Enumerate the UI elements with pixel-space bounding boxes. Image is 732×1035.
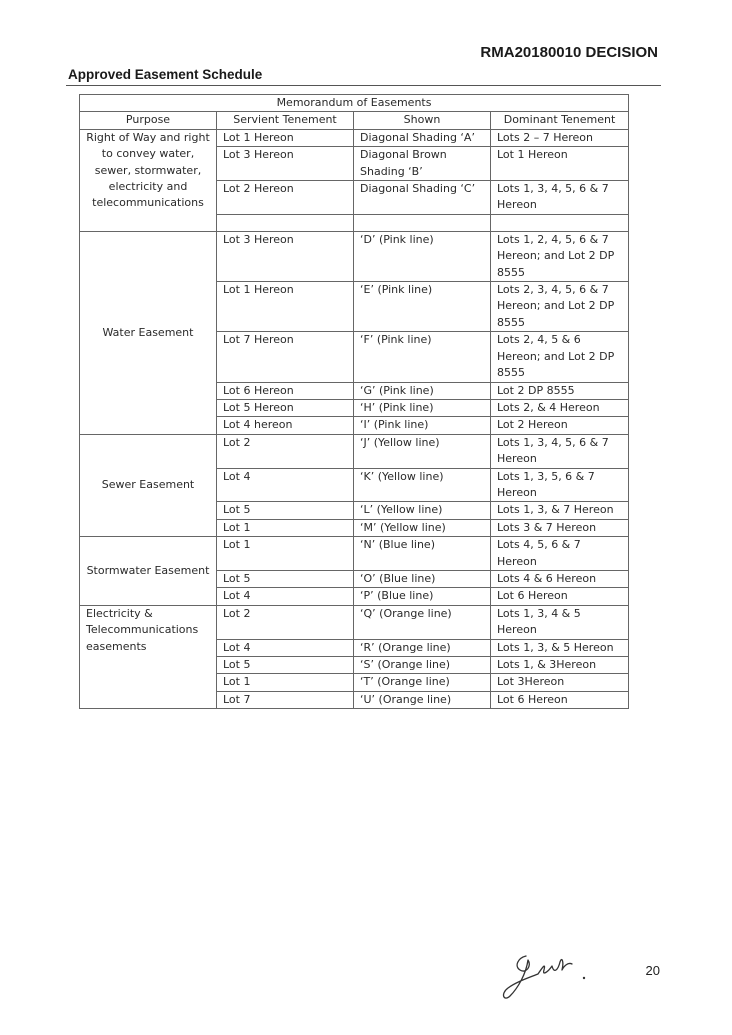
- column-header-purpose: Purpose: [80, 112, 217, 129]
- purpose-sewer-easement: Sewer Easement: [80, 434, 217, 536]
- servient-cell: Lot 1: [217, 519, 354, 536]
- shown-cell: ‘O’ (Blue line): [354, 570, 491, 587]
- table-row: [80, 231, 629, 281]
- shown-cell: ‘J’ (Yellow line): [354, 434, 491, 468]
- shown-cell: ‘G’ (Pink line): [354, 382, 491, 399]
- column-header-servient: Servient Tenement: [217, 112, 354, 129]
- servient-cell: Lot 4: [217, 468, 354, 502]
- dominant-cell: Lot 1 Hereon: [491, 147, 629, 181]
- empty-cell: [354, 214, 491, 231]
- dominant-cell: Lots 1, & 3Hereon: [491, 657, 629, 674]
- dominant-cell: Lots 1, 3, 5, 6 & 7 Hereon: [491, 468, 629, 502]
- shown-cell: Diagonal Shading ‘A’: [354, 129, 491, 146]
- dominant-cell: Lot 6 Hereon: [491, 588, 629, 605]
- dominant-cell: Lot 6 Hereon: [491, 691, 629, 708]
- shown-cell: ‘Q’ (Orange line): [354, 605, 491, 639]
- dominant-cell: Lots 1, 3, 4, 5, 6 & 7 Hereon: [491, 434, 629, 468]
- shown-cell: ‘N’ (Blue line): [354, 537, 491, 571]
- dominant-cell: Lots 1, 2, 4, 5, 6 & 7 Hereon; and Lot 2 DP 8555: [491, 231, 629, 281]
- shown-cell: ‘S’ (Orange line): [354, 657, 491, 674]
- column-header-dominant: Dominant Tenement: [491, 112, 629, 129]
- servient-cell: Lot 4 hereon: [217, 417, 354, 434]
- purpose-right-of-way: Right of Way and right to convey water, sewer, stormwater, electricity and telecommunications: [80, 129, 217, 231]
- page-number: 20: [645, 963, 660, 978]
- servient-cell: Lot 7 Hereon: [217, 332, 354, 382]
- shown-cell: ‘M’ (Yellow line): [354, 519, 491, 536]
- dominant-cell: Lots 1, 3, & 7 Hereon: [491, 502, 629, 519]
- shown-cell: ‘T’ (Orange line): [354, 674, 491, 691]
- table-row: [80, 537, 629, 571]
- table-title: Memorandum of Easements: [80, 95, 629, 112]
- servient-cell: Lot 2: [217, 434, 354, 468]
- shown-cell: ‘F’ (Pink line): [354, 332, 491, 382]
- servient-cell: Lot 5: [217, 502, 354, 519]
- dominant-cell: Lots 1, 3, 4, 5, 6 & 7 Hereon: [491, 181, 629, 215]
- dominant-cell: Lots 1, 3, 4 & 5 Hereon: [491, 605, 629, 639]
- servient-cell: Lot 1 Hereon: [217, 282, 354, 332]
- shown-cell: ‘I’ (Pink line): [354, 417, 491, 434]
- servient-cell: Lot 5: [217, 570, 354, 587]
- shown-cell: ‘K’ (Yellow line): [354, 468, 491, 502]
- shown-cell: ‘D’ (Pink line): [354, 231, 491, 281]
- dominant-cell: Lots 2, 4, 5 & 6 Hereon; and Lot 2 DP 8555: [491, 332, 629, 382]
- dominant-cell: Lots 4 & 6 Hereon: [491, 570, 629, 587]
- easement-table: [79, 94, 629, 709]
- servient-cell: Lot 3 Hereon: [217, 231, 354, 281]
- servient-cell: Lot 2: [217, 605, 354, 639]
- shown-cell: ‘L’ (Yellow line): [354, 502, 491, 519]
- empty-cell: [217, 214, 354, 231]
- purpose-stormwater-easement: Stormwater Easement: [80, 537, 217, 606]
- servient-cell: Lot 4: [217, 639, 354, 656]
- servient-cell: Lot 4: [217, 588, 354, 605]
- dominant-cell: Lot 2 Hereon: [491, 417, 629, 434]
- shown-cell: ‘P’ (Blue line): [354, 588, 491, 605]
- table-row: [80, 434, 629, 468]
- shown-cell: ‘E’ (Pink line): [354, 282, 491, 332]
- handwritten-signature: [498, 944, 598, 1004]
- dominant-cell: Lot 2 DP 8555: [491, 382, 629, 399]
- shown-cell: Diagonal Brown Shading ‘B’: [354, 147, 491, 181]
- dominant-cell: Lots 2, 3, 4, 5, 6 & 7 Hereon; and Lot 2 DP 8555: [491, 282, 629, 332]
- servient-cell: Lot 1 Hereon: [217, 129, 354, 146]
- servient-cell: Lot 7: [217, 691, 354, 708]
- servient-cell: Lot 5: [217, 657, 354, 674]
- purpose-electricity-telecom: Electricity & Telecommunications easements: [80, 605, 217, 708]
- shown-cell: Diagonal Shading ‘C’: [354, 181, 491, 215]
- dominant-cell: Lots 3 & 7 Hereon: [491, 519, 629, 536]
- servient-cell: Lot 6 Hereon: [217, 382, 354, 399]
- servient-cell: Lot 5 Hereon: [217, 399, 354, 416]
- title-underline: [66, 85, 661, 86]
- table-row: [80, 129, 629, 146]
- purpose-water-easement: Water Easement: [80, 231, 217, 434]
- dominant-cell: Lots 4, 5, 6 & 7 Hereon: [491, 537, 629, 571]
- servient-cell: Lot 2 Hereon: [217, 181, 354, 215]
- dominant-cell: Lots 2 – 7 Hereon: [491, 129, 629, 146]
- servient-cell: Lot 1: [217, 674, 354, 691]
- servient-cell: Lot 3 Hereon: [217, 147, 354, 181]
- shown-cell: ‘U’ (Orange line): [354, 691, 491, 708]
- table-row: [80, 605, 629, 639]
- shown-cell: ‘H’ (Pink line): [354, 399, 491, 416]
- schedule-title: Approved Easement Schedule: [68, 67, 263, 82]
- column-header-shown: Shown: [354, 112, 491, 129]
- empty-cell: [491, 214, 629, 231]
- shown-cell: ‘R’ (Orange line): [354, 639, 491, 656]
- dominant-cell: Lots 2, & 4 Hereon: [491, 399, 629, 416]
- dominant-cell: Lot 3Hereon: [491, 674, 629, 691]
- document-reference: RMA20180010 DECISION: [480, 44, 658, 61]
- dominant-cell: Lots 1, 3, & 5 Hereon: [491, 639, 629, 656]
- servient-cell: Lot 1: [217, 537, 354, 571]
